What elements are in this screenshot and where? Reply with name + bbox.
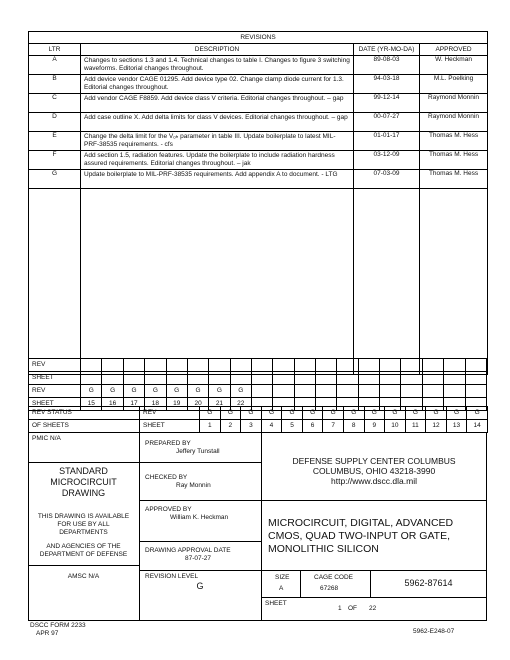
revision-row — [29, 113, 488, 132]
revisions-table — [28, 31, 488, 375]
status-rev: G — [323, 407, 344, 420]
description-header: DESCRIPTION — [81, 44, 354, 56]
rev-cell: G — [145, 385, 166, 398]
sheet-cell: 16 — [102, 398, 123, 411]
status-rev: G — [220, 407, 241, 420]
sheet-cell: 15 — [81, 398, 102, 411]
ltr-header: LTR — [29, 44, 81, 56]
status-sheet: 12 — [426, 420, 447, 433]
pmic-label: PMIC N/A — [32, 435, 61, 442]
rev-status-table — [28, 406, 488, 433]
status-sheet: 8 — [343, 420, 364, 433]
cage-code-value: 67268 — [320, 585, 339, 592]
status-rev: G — [364, 407, 385, 420]
sheet-cell: 22 — [230, 398, 251, 411]
revision-date: 01-01-17 — [354, 132, 420, 151]
approved-header: APPROVED — [420, 44, 488, 56]
status-rev: G — [426, 407, 447, 420]
checked-by-name: Ray Monnin — [176, 482, 211, 489]
rev-sub-label: REV — [140, 407, 200, 420]
rev-cell: G — [187, 385, 208, 398]
approved-by-label: APPROVED BY — [145, 506, 192, 513]
revision-description: Add section 1.5, radiation features. Update the boilerplate to include radiation hardness assured requirements. Editorial changes throughout. – jak — [81, 151, 354, 170]
revision-blank-area — [29, 189, 488, 375]
of-label: OF — [348, 605, 358, 612]
form-number: DSCC FORM 2233 — [30, 622, 86, 629]
status-rev: G — [385, 407, 406, 420]
revision-description: Update boilerplate to MIL-PRF-38535 requirements. Add appendix A to document. - LTG — [81, 170, 354, 189]
revision-letter: B — [29, 75, 81, 94]
revision-approver: M.L. Poelking — [420, 75, 488, 94]
revision-description: Add vendor CAGE F8859. Add device class V criteria. Editorial changes throughout. – gap — [81, 94, 354, 113]
prepared-by-name: Jeffery Tunstall — [176, 448, 220, 455]
status-sheet: 6 — [302, 420, 323, 433]
status-sheet: 11 — [405, 420, 426, 433]
revision-level-label: REVISION LEVEL — [145, 573, 199, 580]
revision-description: Change the delta limit for the Vₒₕ parameter in table III. Update boilerplate to latest MIL-PRF-38535 requirements. - cfs — [81, 132, 354, 151]
drawing-number: 5962-87614 — [404, 578, 453, 588]
revision-letter: E — [29, 132, 81, 151]
rev-cell: G — [230, 385, 251, 398]
sheet-field-label: SHEET — [265, 600, 287, 607]
status-rev: G — [241, 407, 262, 420]
status-sheet: 1 — [200, 420, 221, 433]
revision-row — [29, 151, 488, 170]
status-rev: G — [446, 407, 467, 420]
status-sheet: 14 — [467, 420, 488, 433]
document-code: 5962-E248-07 — [413, 628, 455, 635]
dscc-address: DEFENSE SUPPLY CENTER COLUMBUS COLUMBUS, OHIO 43218-3990 http://www.dscc.dla.mil — [292, 456, 456, 486]
revision-description: Add case outline X. Add delta limits for class V devices. Editorial changes throughout. – gap — [81, 113, 354, 132]
revision-approver: Thomas M. Hess — [420, 170, 488, 189]
revision-date: 89-08-03 — [354, 56, 420, 75]
cage-code-label: CAGE CODE — [314, 574, 354, 581]
sheet-status-table — [28, 358, 487, 411]
revision-letter: A — [29, 56, 81, 75]
revision-date: 07-03-09 — [354, 170, 420, 189]
revision-row — [29, 94, 488, 113]
status-rev: G — [467, 407, 488, 420]
sheet-cell: 21 — [209, 398, 230, 411]
status-sheet: 13 — [446, 420, 467, 433]
revision-approver: Raymond Monnin — [420, 94, 488, 113]
date-header: DATE (YR-MO-DA) — [354, 44, 420, 56]
sheet-sub-label: SHEET — [140, 420, 200, 433]
approval-date-label: DRAWING APPROVAL DATE — [145, 547, 231, 554]
revision-row — [29, 56, 488, 75]
status-sheet: 4 — [261, 420, 282, 433]
size-value: A — [279, 585, 284, 592]
sheet-cell: 18 — [145, 398, 166, 411]
sheet-cell: 19 — [166, 398, 187, 411]
availability-note: THIS DRAWING IS AVAILABLE FOR USE BY ALL DEPARTMENTS AND AGENCIES OF THE DEPARTMENT OF DEFENSE — [37, 513, 130, 558]
sheet-cell: 20 — [187, 398, 208, 411]
amsc-label: AMSC N/A — [67, 573, 100, 580]
status-sheet: 5 — [282, 420, 303, 433]
revision-date: 99-12-14 — [354, 94, 420, 113]
revision-approver: W. Heckman — [420, 56, 488, 75]
sheet-label: SHEET — [29, 398, 81, 411]
revision-letter: F — [29, 151, 81, 170]
total-sheets: 22 — [369, 605, 377, 612]
form-date: APR 97 — [36, 630, 59, 637]
revision-description: Add device vendor CAGE 01295. Add device type 02. Change clamp diode current for 1.3. Editorial changes throughout. — [81, 75, 354, 94]
revision-letter: C — [29, 94, 81, 113]
status-sheet: 9 — [364, 420, 385, 433]
status-rev: G — [200, 407, 221, 420]
revision-date: 03-12-09 — [354, 151, 420, 170]
rev-label: REV — [29, 359, 81, 372]
revision-approver: Thomas M. Hess — [420, 132, 488, 151]
drawing-title: MICROCIRCUIT, DIGITAL, ADVANCED CMOS, QUAD TWO-INPUT OR GATE, MONOLITHIC SILICON — [268, 517, 454, 555]
status-rev: G — [282, 407, 303, 420]
checked-by-label: CHECKED BY — [145, 474, 188, 481]
rev-label: REV — [29, 385, 81, 398]
revision-date: 00-07-27 — [354, 113, 420, 132]
rev-cell: G — [209, 385, 230, 398]
rev-status-label: REV STATUS — [29, 407, 140, 420]
status-sheet: 7 — [323, 420, 344, 433]
revision-approver: Thomas M. Hess — [420, 151, 488, 170]
revision-row — [29, 132, 488, 151]
revision-row — [29, 75, 488, 94]
status-rev: G — [302, 407, 323, 420]
revision-approver: Raymond Monnin — [420, 113, 488, 132]
revision-letter: G — [29, 170, 81, 189]
approved-by-name: William K. Heckman — [170, 514, 229, 521]
status-rev: G — [343, 407, 364, 420]
sheet-number: 1 — [338, 605, 342, 612]
status-sheet: 3 — [241, 420, 262, 433]
revision-row — [29, 170, 488, 189]
prepared-by-label: PREPARED BY — [145, 440, 191, 447]
standard-microcircuit-drawing: STANDARD MICROCIRCUIT DRAWING — [50, 466, 117, 498]
approval-date: 87-07-27 — [185, 555, 212, 562]
size-label: SIZE — [275, 574, 290, 581]
rev-cell: G — [123, 385, 144, 398]
rev-cell: G — [166, 385, 187, 398]
revision-letter: D — [29, 113, 81, 132]
status-sheet: 2 — [220, 420, 241, 433]
status-sheet: 10 — [385, 420, 406, 433]
revision-date: 94-03-18 — [354, 75, 420, 94]
sheet-label: SHEET — [29, 372, 81, 385]
of-sheets-label: OF SHEETS — [29, 420, 140, 433]
status-rev: G — [261, 407, 282, 420]
sheet-cell: 17 — [123, 398, 144, 411]
status-rev: G — [405, 407, 426, 420]
revisions-title: REVISIONS — [29, 32, 488, 44]
rev-cell: G — [102, 385, 123, 398]
rev-cell: G — [81, 385, 102, 398]
revision-level-value: G — [196, 581, 204, 591]
revision-description: Changes to sections 1.3 and 1.4. Technical changes to table I. Changes to figure 3 switching waveforms. Editorial changes throughout. — [81, 56, 354, 75]
